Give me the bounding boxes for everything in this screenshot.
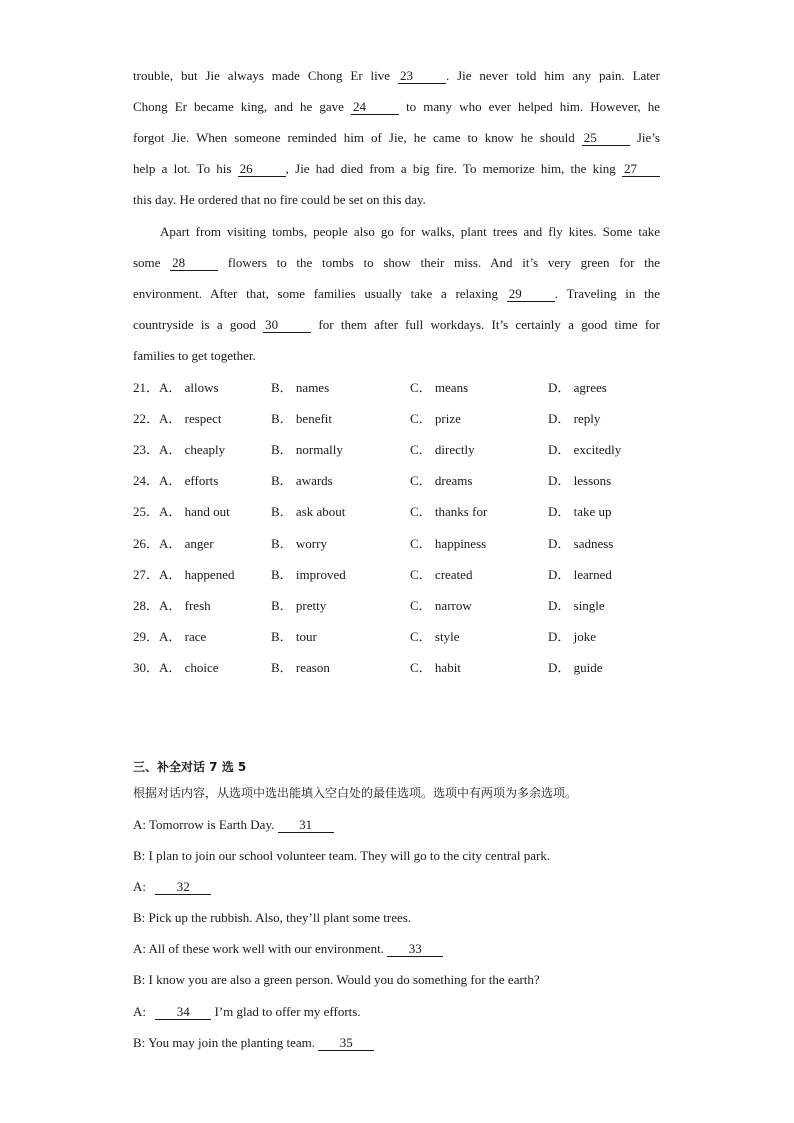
speaker-label: B: (133, 848, 146, 863)
option-b: B． awards (271, 473, 333, 488)
passage-text: to many who ever helped him. However, he (406, 99, 660, 114)
option-d: D． reply (548, 411, 601, 426)
answer-blank: 26 (238, 162, 286, 177)
dialogue-text: All of these work well with our environment. (148, 941, 384, 956)
option-a (133, 504, 230, 520)
question-options (133, 380, 693, 396)
speaker-label: A: (133, 879, 146, 894)
passage-text: trouble, but Jie always made Chong Er live (133, 68, 391, 83)
option-d: D． take up (548, 504, 612, 519)
passage-text: environment. After that, some families usually take a relaxing (133, 286, 499, 301)
option-a-text: A． respect (159, 411, 222, 426)
question-number: 23． (133, 442, 160, 457)
answer-blank: 27 (622, 162, 660, 177)
option-b: B． tour (271, 629, 317, 644)
option-a (133, 629, 206, 645)
answer-blank: 25 (582, 131, 630, 146)
question-number: 25． (133, 504, 160, 519)
option-c: C． happiness (410, 536, 487, 551)
option-b: B． normally (271, 442, 343, 457)
passage-line (133, 99, 660, 115)
question-number: 22． (133, 411, 160, 426)
dialogue-line (133, 817, 334, 833)
speaker-label: B: (133, 910, 146, 925)
speaker-label: B: (133, 1035, 146, 1050)
dialogue-text: I’m glad to offer my efforts. (214, 1004, 361, 1019)
question-options (133, 504, 693, 520)
option-b: B． names (271, 380, 330, 395)
option-b: B． ask about (271, 504, 346, 519)
answer-blank: 34 (155, 1005, 211, 1020)
dialogue-line (133, 879, 211, 895)
passage-text: help a lot. To his (133, 161, 232, 176)
option-c: C． means (410, 380, 469, 395)
option-a (133, 473, 218, 489)
option-a-text: A． allows (159, 380, 219, 395)
option-a-text: A． hand out (159, 504, 230, 519)
option-d: D． sadness (548, 536, 614, 551)
option-c: C． dreams (410, 473, 473, 488)
answer-blank: 30 (263, 318, 311, 333)
option-c: C． narrow (410, 598, 472, 613)
option-c: C． thanks for (410, 504, 488, 519)
dialogue-text: Tomorrow is Earth Day. (149, 817, 275, 832)
dialogue-text: Pick up the rubbish. Also, they’ll plant some trees. (148, 910, 412, 925)
passage-line (133, 348, 256, 364)
option-b: B． improved (271, 567, 346, 582)
option-d: D． joke (548, 629, 597, 644)
option-a-text: A． race (159, 629, 207, 644)
passage-text: . Jie never told him any pain. Later (445, 68, 660, 83)
option-a (133, 442, 225, 458)
option-a-text: A． happened (159, 567, 235, 582)
passage-text: , Jie had died from a big fire. To memorize him, the king (285, 161, 616, 176)
passage-line (133, 317, 660, 333)
option-b: B． benefit (271, 411, 333, 426)
question-number: 26． (133, 536, 160, 551)
passage-text: forgot Jie. When someone reminded him of Jie, he came to know he should (133, 130, 575, 145)
option-d: D． agrees (548, 380, 607, 395)
question-options (133, 536, 693, 552)
answer-blank: 33 (387, 942, 443, 957)
dialogue-line (133, 910, 411, 926)
option-b: B． reason (271, 660, 330, 675)
option-d: D． single (548, 598, 605, 613)
passage-line (133, 130, 660, 146)
dialogue-text: I know you are also a green person. Would you do something for the earth? (148, 972, 540, 987)
option-b: B． pretty (271, 598, 327, 613)
answer-blank: 28 (170, 256, 218, 271)
section-title: 三、补全对话 7 选 5 (133, 760, 247, 774)
speaker-label: B: (133, 972, 146, 987)
passage-line (133, 286, 660, 302)
option-c: C． prize (410, 411, 461, 426)
option-d: D． lessons (548, 473, 612, 488)
option-d: D． guide (548, 660, 603, 675)
passage-line (133, 192, 426, 208)
question-options (133, 598, 693, 614)
option-a (133, 598, 211, 614)
option-b: B． worry (271, 536, 327, 551)
question-number: 24． (133, 473, 160, 488)
passage-text: Chong Er became king, and he gave (133, 99, 344, 114)
passage-text: for them after full workdays. It’s certainly a good time for (318, 317, 660, 332)
question-options (133, 567, 693, 583)
option-a (133, 567, 234, 583)
option-d: D． learned (548, 567, 612, 582)
option-a-text: A． anger (159, 536, 214, 551)
dialogue-text: I plan to join our school volunteer team. They will go to the city central park. (148, 848, 551, 863)
dialogue-text: You may join the planting team. (148, 1035, 316, 1050)
dialogue-line (133, 1035, 374, 1051)
option-a (133, 536, 214, 552)
dialogue-line (133, 972, 540, 988)
option-c: C． style (410, 629, 460, 644)
speaker-label: A: (133, 817, 146, 832)
option-c: C． directly (410, 442, 475, 457)
question-options (133, 629, 693, 645)
answer-blank: 29 (507, 287, 555, 302)
option-d: D． excitedly (548, 442, 622, 457)
passage-text: . Traveling in the (554, 286, 661, 301)
option-a (133, 380, 219, 396)
question-options (133, 473, 693, 489)
question-options (133, 660, 693, 676)
option-a (133, 660, 219, 676)
dialogue-line (133, 1004, 361, 1020)
option-a-text: A． cheaply (159, 442, 226, 457)
answer-blank: 35 (318, 1036, 374, 1051)
question-number: 21． (133, 380, 160, 395)
passage-line (133, 161, 660, 177)
speaker-label: A: (133, 941, 146, 956)
passage-text: some (133, 255, 161, 270)
passage-line (133, 68, 660, 84)
question-options (133, 411, 693, 427)
option-c: C． habit (410, 660, 461, 675)
question-options (133, 442, 693, 458)
option-a-text: A． fresh (159, 598, 211, 613)
answer-blank: 31 (278, 818, 334, 833)
answer-blank: 24 (351, 100, 399, 115)
question-number: 30． (133, 660, 160, 675)
option-a (133, 411, 221, 427)
section-instructions: 根据对话内容，从选项中选出能填入空白处的最佳选项。选项中有两项为多余选项。 (133, 786, 578, 800)
option-a-text: A． efforts (159, 473, 219, 488)
passage-text: Apart from visiting tombs, people also go for walks, plant trees and fly kites. Some take (160, 224, 660, 239)
option-c: C． created (410, 567, 473, 582)
answer-blank: 32 (155, 880, 211, 895)
passage-text: flowers to the tombs to show their miss. And it’s very green for the (227, 255, 661, 270)
answer-blank: 23 (398, 69, 446, 84)
passage-text: families to get together. (133, 348, 256, 363)
passage-text: this day. He ordered that no fire could be set on this day. (133, 192, 426, 207)
passage-text: Jie’s (636, 130, 660, 145)
question-number: 27． (133, 567, 160, 582)
dialogue-line (133, 941, 443, 957)
passage-line (160, 224, 660, 240)
question-number: 29． (133, 629, 160, 644)
option-a-text: A． choice (159, 660, 219, 675)
speaker-label: A: (133, 1004, 146, 1019)
question-number: 28． (133, 598, 160, 613)
passage-text: countryside is a good (133, 317, 256, 332)
passage-line (133, 255, 660, 271)
dialogue-line (133, 848, 550, 864)
